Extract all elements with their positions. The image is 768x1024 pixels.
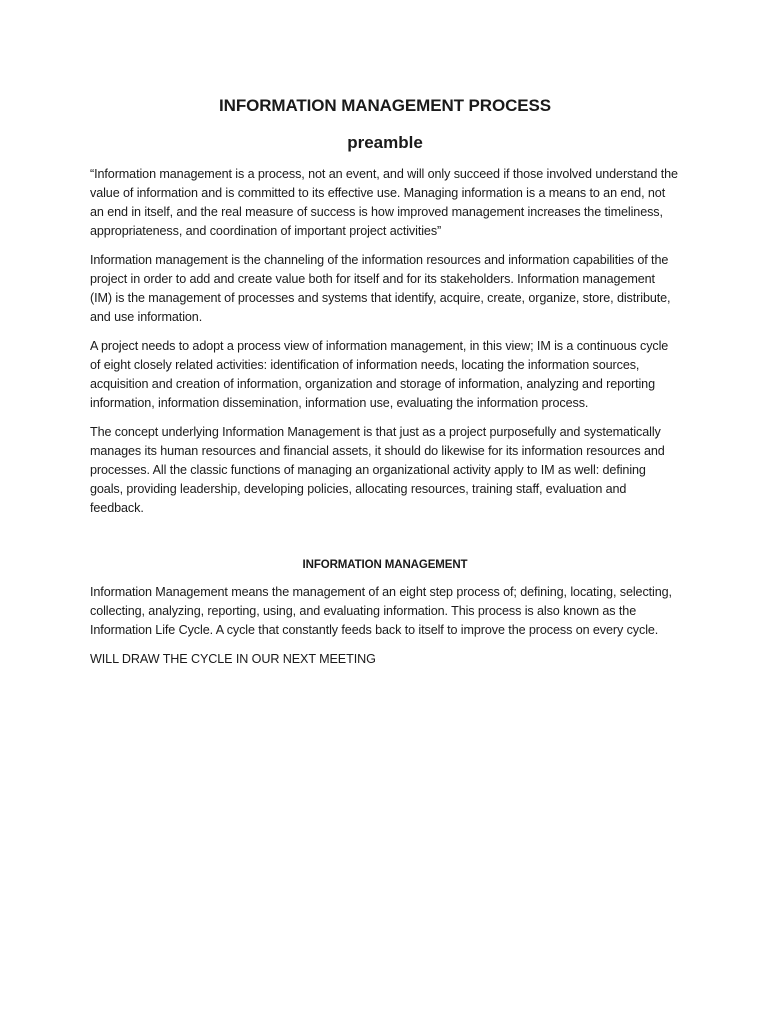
document-body xyxy=(90,95,680,669)
document-subtitle: preamble xyxy=(347,133,423,152)
paragraph-definition: Information management is the channeling of the information resources and information capabilities of the project in order to add and create value both for itself and for its stakeholders. Information management (IM) is the management of processes and systems that identify, acquire, create, organize, store, distribute, and use information. xyxy=(90,253,671,324)
paragraph-concept: The concept underlying Information Management is that just as a project purposefully and systematically manages its human resources and financial assets, it should do likewise for its information resources and processes. All the classic functions of managing an organizational activity apply to IM as well: defining goals, providing leadership, developing policies, allocating resources, training staff, evaluation and feedback. xyxy=(90,425,665,515)
paragraph-quote: “Information management is a process, not an event, and will only succeed if those involved understand the value of information and is committed to its effective use. Managing information is a means to an end, not an end in itself, and the real measure of success is how improved management increases the timeliness, appropriateness, and coordination of important project activities” xyxy=(90,167,678,238)
paragraph-next-meeting: WILL DRAW THE CYCLE IN OUR NEXT MEETING xyxy=(90,652,376,666)
paragraph-life-cycle: Information Management means the management of an eight step process of; defining, locating, selecting, collecting, analyzing, reporting, using, and evaluating information. This process is also known as the Information Life Cycle. A cycle that constantly feeds back to itself to improve the process on every cycle. xyxy=(90,585,672,637)
paragraph-process-view: A project needs to adopt a process view of information management, in this view; IM is a continuous cycle of eight closely related activities: identification of information needs, locating the information sources, acquisition and creation of information, organization and storage of information, analyzing and reporting information, information dissemination, information use, evaluating the information process. xyxy=(90,339,669,410)
document-title: INFORMATION MANAGEMENT PROCESS xyxy=(219,96,551,115)
section-heading: INFORMATION MANAGEMENT xyxy=(302,559,468,571)
